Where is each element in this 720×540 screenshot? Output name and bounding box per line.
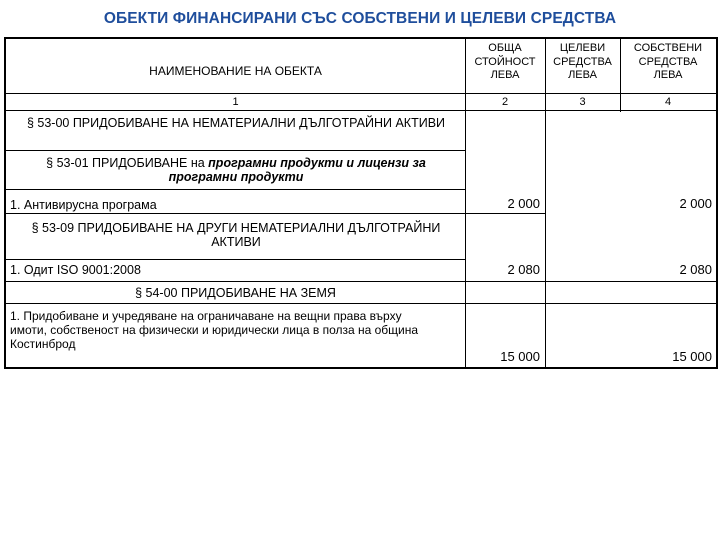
header-target: ЦЕЛЕВИ СРЕДСТВА ЛЕВА <box>553 42 612 81</box>
section-53-00: § 53-00 ПРИДОБИВАНЕ НА НЕМАТЕРИАЛНИ ДЪЛГОТРАЙНИ АКТИВИ <box>26 116 446 130</box>
financing-table <box>4 37 718 369</box>
item-land-own: 15 000 <box>672 349 712 364</box>
row-divider <box>6 213 545 214</box>
item-land-name: 1. Придобиване и учредяване на ограничаване на вещни права върху имоти, собственост на физически и юридически лица в полза на община Костинброд <box>10 309 419 351</box>
header-name: НАИМЕНОВАНИЕ НА ОБЕКТА <box>149 64 322 78</box>
item-land-total: 15 000 <box>500 349 540 364</box>
page-title: ОБЕКТИ ФИНАНСИРАНИ СЪС СОБСТВЕНИ И ЦЕЛЕВИ СРЕДСТВА <box>103 10 617 27</box>
col-number: 2 <box>501 96 509 108</box>
item-iso-own: 2 080 <box>679 262 712 277</box>
row-divider <box>6 150 465 151</box>
row-divider <box>6 110 716 111</box>
col-divider <box>545 39 546 367</box>
header-total: ОБЩА СТОЙНОСТ ЛЕВА <box>474 42 536 81</box>
item-iso-name: 1. Одит ISO 9001:2008 <box>10 263 141 277</box>
section-54-00: § 54-00 ПРИДОБИВАНЕ НА ЗЕМЯ <box>135 286 336 300</box>
header-own: СОБСТВЕНИ СРЕДСТВА ЛЕВА <box>633 42 703 81</box>
item-antivirus-name: 1. Антивирусна програма <box>10 198 157 212</box>
item-iso-total: 2 080 <box>507 262 540 277</box>
section-53-09: § 53-09 ПРИДОБИВАНЕ НА ДРУГИ НЕМАТЕРИАЛНИ ДЪЛГОТРАЙНИ АКТИВИ <box>31 221 441 249</box>
row-divider <box>6 93 716 94</box>
row-divider <box>6 281 716 282</box>
row-divider <box>6 189 465 190</box>
section-53-01: § 53-01 ПРИДОБИВАНЕ на програмни продукти и лицензи за програмни продукти <box>46 156 426 184</box>
row-divider <box>6 259 465 260</box>
col-number: 1 <box>232 96 239 108</box>
row-divider <box>6 303 716 304</box>
item-antivirus-total: 2 000 <box>507 196 540 211</box>
col-number: 4 <box>664 96 672 108</box>
col-number: 3 <box>579 96 586 108</box>
item-antivirus-own: 2 000 <box>679 196 712 211</box>
